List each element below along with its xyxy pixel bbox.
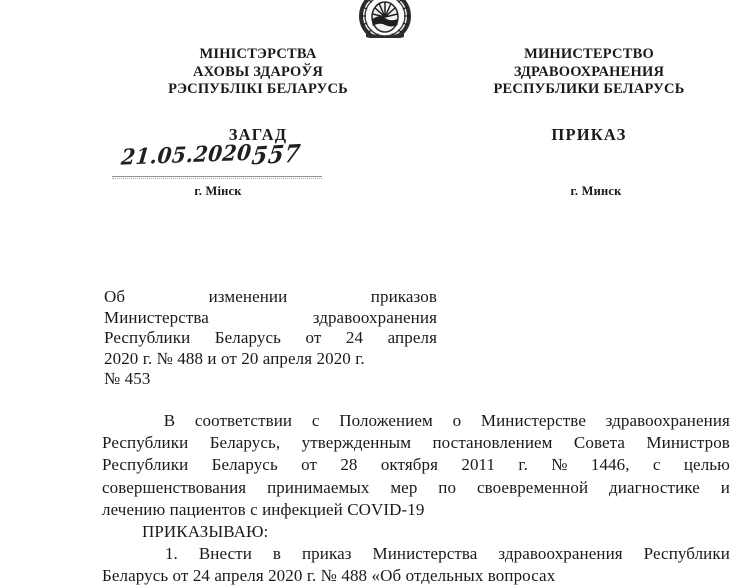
header-ru-line3: РЕСПУБЛИКИ БЕЛАРУСЬ bbox=[493, 81, 685, 97]
body-word: с bbox=[652, 455, 661, 475]
body-para1-line-5: лечению пациентов с инфекцией COVID-19 bbox=[102, 499, 425, 519]
body-word: В bbox=[163, 411, 176, 430]
doc-type-belarusian: ЗАГАД bbox=[228, 125, 288, 144]
body-item1-line-2-clipped: Беларусь от 24 апреля 2020 г. № 488 «Об отдельных вопросах bbox=[102, 566, 556, 586]
subject-line-4: 2020 г. № 488 и от 20 апреля 2020 г. bbox=[104, 348, 365, 368]
body-para1-line-2 bbox=[102, 432, 730, 454]
order-verb-line bbox=[102, 521, 730, 543]
body-word: приказ bbox=[301, 544, 352, 564]
body-word: по bbox=[438, 477, 457, 497]
subject-word: здравоохранения bbox=[312, 307, 437, 327]
body-block bbox=[102, 410, 730, 588]
body-word: Беларусь, bbox=[209, 433, 281, 453]
city-russian: г. Минск bbox=[570, 184, 622, 198]
body-word: от bbox=[301, 455, 318, 475]
header-be-line3: РЭСПУБЛІКІ БЕЛАРУСЬ bbox=[168, 81, 348, 97]
subject-word: приказов bbox=[370, 287, 437, 306]
body-word: № bbox=[551, 455, 568, 475]
doc-type-russian: ПРИКАЗ bbox=[551, 125, 627, 144]
subject-word: 24 bbox=[345, 328, 364, 347]
body-para1-line-3 bbox=[102, 454, 730, 476]
body-word: 28 bbox=[340, 455, 358, 475]
body-para1-line-4 bbox=[102, 477, 730, 499]
body-word: Республики bbox=[102, 455, 189, 475]
body-word: Беларусь bbox=[211, 455, 278, 475]
body-word: и bbox=[720, 477, 730, 497]
body-word: Республики bbox=[643, 544, 730, 564]
subject-word: Беларусь bbox=[214, 328, 282, 347]
body-word: Министерстве bbox=[480, 411, 586, 430]
body-word: совершенствования bbox=[102, 477, 247, 497]
subject-line-3 bbox=[104, 328, 437, 349]
body-word: утвержденным bbox=[301, 433, 412, 453]
registration-rule bbox=[112, 176, 322, 177]
order-verb: ПРИКАЗЫВАЮ: bbox=[142, 521, 269, 541]
body-word: 1446, bbox=[590, 455, 630, 475]
body-word: г. bbox=[518, 455, 528, 475]
body-word: здравоохранения bbox=[605, 411, 730, 430]
subject-line-5: № 453 bbox=[104, 369, 151, 388]
body-word: Положением bbox=[339, 411, 433, 430]
body-word: своевременной bbox=[476, 477, 589, 497]
header-ministry-russian bbox=[448, 46, 730, 99]
header-ministry-belarusian bbox=[108, 46, 408, 99]
body-word: 2011 bbox=[461, 455, 496, 475]
body-word: принимаемых bbox=[267, 477, 370, 497]
paragraph-indent bbox=[102, 410, 144, 432]
subject-word: Министерства bbox=[104, 307, 209, 327]
subject-word: Республики bbox=[104, 328, 191, 347]
body-word: 1. bbox=[164, 544, 178, 564]
subject-line-2 bbox=[104, 308, 437, 329]
body-word: Внести bbox=[198, 544, 252, 564]
subject-word: апреля bbox=[387, 328, 437, 347]
body-item1-line-1 bbox=[102, 543, 730, 565]
body-word: Министерства bbox=[372, 544, 478, 564]
body-word: о bbox=[452, 411, 462, 430]
header-ru-line2: ЗДРАВООХРАНЕНИЯ bbox=[513, 63, 665, 80]
registration-dotted-rule bbox=[112, 178, 322, 179]
subject-block bbox=[104, 287, 437, 390]
header-ru-line1: МИНИСТЕРСТВО bbox=[524, 46, 654, 62]
body-word: октября bbox=[380, 455, 439, 475]
body-word: здравоохранения bbox=[498, 544, 623, 564]
body-word: целью bbox=[683, 455, 730, 475]
body-word: с bbox=[311, 411, 320, 430]
subject-word: изменении bbox=[208, 287, 288, 306]
body-word: постановлением bbox=[432, 433, 553, 453]
handwritten-date: 21.05.2020 bbox=[120, 139, 253, 170]
coat-of-arms-of-belarus-icon bbox=[352, 0, 418, 38]
header-be-line1: МІНІСТЭРСТВА bbox=[199, 46, 317, 62]
body-word: в bbox=[272, 544, 282, 564]
header-be-line2: АХОВЫ ЗДАРОЎЯ bbox=[193, 63, 323, 80]
body-word: Республики bbox=[102, 433, 189, 453]
body-word: соответствии bbox=[194, 411, 293, 430]
subject-word: от bbox=[305, 328, 322, 347]
paragraph-indent bbox=[102, 543, 144, 565]
body-para1-line-1 bbox=[102, 410, 730, 432]
subject-word: Об bbox=[104, 287, 126, 306]
handwritten-order-number: 557 bbox=[250, 139, 303, 171]
city-belarusian: г. Мінск bbox=[194, 184, 242, 198]
body-word: Совета bbox=[573, 433, 626, 453]
body-word: мер bbox=[390, 477, 418, 497]
registration-handwriting bbox=[112, 139, 324, 178]
subject-line-1 bbox=[104, 287, 437, 308]
body-word: диагностике bbox=[609, 477, 700, 497]
body-word: Министров bbox=[646, 433, 730, 453]
